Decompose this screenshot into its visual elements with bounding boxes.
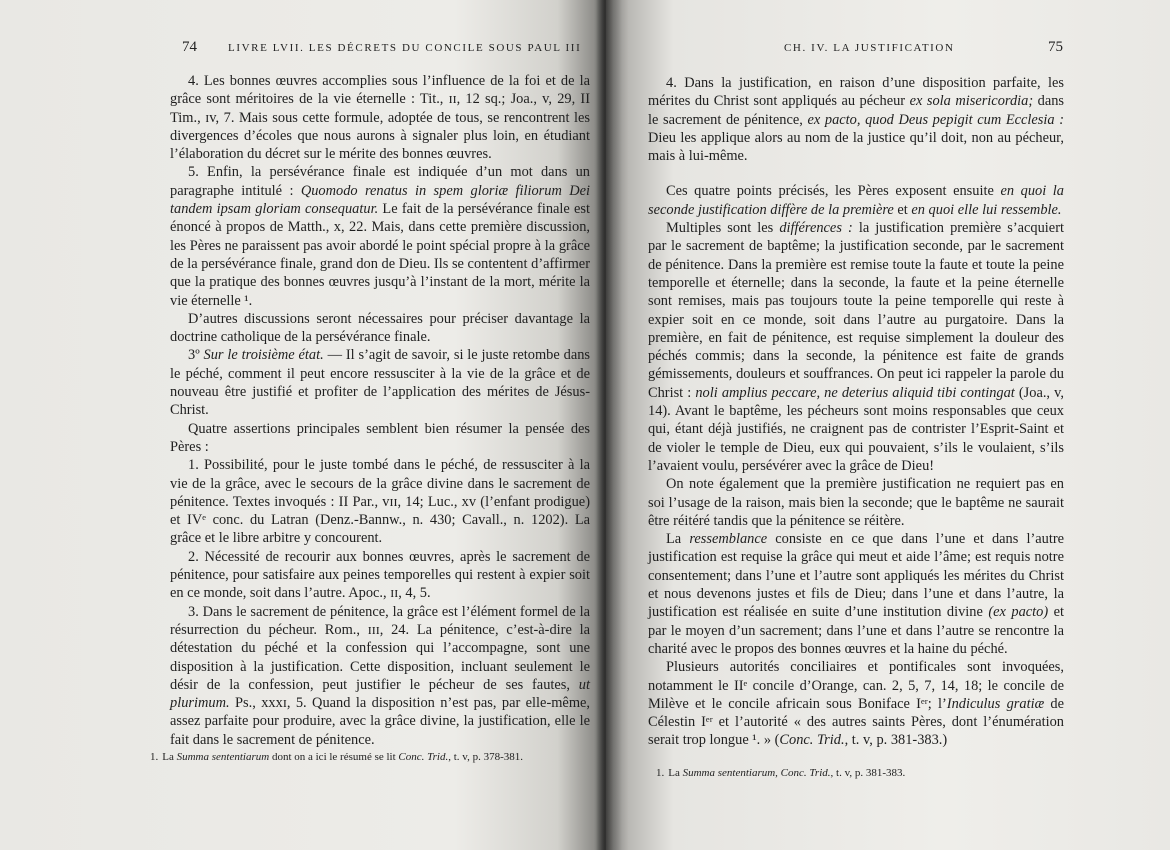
text-span: 2. Nécessité de recourir aux bonnes œuvres, après le sacrement de pénitence, pour satisfaire aux peines temporelles qui restent à expier soit en ce monde, soit dans l’autre. Apoc., ɪɪ, 4, 5.	[170, 548, 590, 602]
right-page-body	[648, 74, 1064, 750]
italic-span: ex sola misericordia;	[909, 93, 1034, 110]
text-span: 3º	[188, 347, 204, 364]
italic-span: Summa sententiarum, Conc. Trid.	[682, 767, 831, 779]
text-span: , t. v, p. 381-383.	[830, 767, 906, 779]
text-span: — Il s’agit de savoir, si le juste retombe dans le péché, comment il peut encore ressusciter à la vie de la grâce et de nouveau être justifié et profiter de l’application des mérites de Jésus-Christ.	[170, 347, 590, 419]
text-span: Le fait de la persévérance finale est énoncé à propos de Matth., x, 22. Mais, dans cette première discussion, les Pères ne paraissent pas avoir abordé le point spécial propre à la grâce de la persévérance finale, grand don de Dieu. Ils se contentent d’affirmer que la pratique des bonnes œuvres jusqu’à l’instant de la mort, mérite la vie éternelle ¹.	[170, 201, 591, 309]
text-span: Dieu les applique alors au nom de la justice qu’il doit, non au pécheur, mais à lui-même.	[648, 129, 1064, 165]
text-span: Quatre assertions principales semblent bien résumer la pensée des Pères :	[170, 420, 590, 455]
text-span: 3. Dans le sacrement de pénitence, la grâce est l’élément formel de la résurrection du pécheur. Rom., ɪɪɪ, 24. La pénitence, c’est-à-dire la détestation du péché et la confession qui l’accompagne, sont une disposition à la justification. Cette disposition, incluant seulement le désir de la confession, peut justifier le pécheur de ses fautes,	[170, 603, 590, 693]
text-span: Ces quatre points précisés, les Pères exposent ensuite	[666, 183, 1001, 200]
left-footnote-number: 1.	[150, 751, 159, 763]
italic-span: ut plurimum.	[170, 676, 590, 712]
text-span: Multiples sont les	[666, 220, 780, 237]
text-span: (Joa., v, 14). Avant le baptême, les pécheurs sont moins responsables que ceux qui, étant déjà justifiés, ne craignent pas de contrister l’Esprit-Saint et de violer le temple de Dieu, eux qui pouvaient, s’ils le voulaient, s’ils l’avaient voulu, persévérer avec la grâce de Dieu!	[648, 384, 1064, 474]
text-span: consiste en ce que dans l’une et dans l’autre justification est requise la grâce qui meut et aide l’âme; est requis notre consentement; dans l’une et l’autre sont appliqués les mérites du Christ et nous devenons justes et fils de Dieu; dans l’une et dans l’autre, la justification est réalisée en suite d’une institution divine	[648, 531, 1064, 621]
left-page-number: 74	[182, 39, 197, 55]
right-page	[606, 0, 1170, 850]
text-span: 1. Possibilité, pour le juste tombé dans le péché, de ressusciter à la vie de la grâce, avec le secours de la grâce divine dans le sacrement de pénitence. Textes invoqués : II Par., ᴠɪɪ, 14; Luc., xv (l’enfant prodigue) et IVᵉ conc. du Latran (Denz.-Bannw., n. 430; Cavall., n. 1202). La grâce et le libre arbitre y concourent.	[170, 457, 590, 547]
text-span: La	[666, 531, 690, 548]
text-span: Ps., xxxɪ, 5. Quand la disposition n’est pas, par elle-même, assez parfaite pour produire, avec la grâce divine, la justification, elle le fait dans le sacrement de pénitence.	[170, 695, 590, 748]
text-span: , t. v, p. 378-381.	[448, 751, 523, 763]
italic-span: en quoi elle lui ressemble.	[911, 201, 1062, 218]
italic-span: (ex pacto)	[988, 604, 1049, 621]
text-span: dans le sacrement de pénitence,	[648, 93, 1065, 128]
right-page-number: 75	[1048, 39, 1063, 55]
text-span: de Célestin Iᵉʳ et l’autorité « des autres saints Pères, dont l’énumération serait trop longue ¹. » (	[648, 695, 1064, 749]
paragraph	[648, 658, 1064, 749]
text-span: 4. Les bonnes œuvres accomplies sous l’influence de la foi et de la grâce sont méritoires de la vie éternelle : Tit., ɪɪ, 12 sq.; Joa., v, 29, II Tim., ɪv, 7. Mais sous cette formule, adoptée de tous, se rencontrent les divergences d’écoles que nous aurons à signaler plus loin, en étudiant l’élaboration du décret sur le mérite des bonnes œuvres.	[170, 73, 590, 163]
right-footnote-text	[668, 767, 905, 779]
paragraph	[170, 603, 590, 749]
italic-span: Sur le troisième état.	[203, 347, 324, 364]
text-span: , t. v, p. 381-383.)	[844, 732, 948, 749]
left-footnote-text	[162, 751, 523, 763]
text-span: et	[893, 201, 912, 218]
italic-span: noli amplius peccare, ne deterius aliquid tibi contingat	[695, 384, 1015, 401]
book-gutter-shadow	[596, 0, 622, 850]
left-footnote	[150, 750, 586, 765]
paragraph	[170, 420, 590, 457]
text-span: la justification première s’acquiert par le sacrement de baptême; la justification seconde, par le sacrement de pénitence. Dans la première est remise toute la faute et toute la peine temporelle et éternelle; dans la seconde, la faute et la peine éternelle sont remises, mais pas toujours toute la peine temporelle qui reste à expier soit en ce monde, soit dans l’autre au purgatoire. Dans la première, en fait de pénitence, est requise simplement la douleur des péchés commis; dans la seconde, la pénitence est faite de grands gémissements, douleurs et souffrances. On peut ici rappeler la parole du Christ :	[648, 220, 1064, 401]
italic-span: en quoi la seconde justification diffère de la première	[648, 183, 1064, 218]
italic-span: Summa sententiarum	[176, 751, 270, 763]
left-running-head-title: LIVRE LVII. LES DÉCRETS DU CONCILE SOUS PAUL III	[228, 42, 582, 54]
left-page-body	[170, 72, 590, 749]
italic-span: Indiculus gratiæ	[946, 695, 1045, 712]
paragraph	[170, 310, 590, 347]
italic-span: différences :	[779, 220, 853, 237]
paragraph	[170, 72, 590, 163]
text-span: D’autres discussions seront nécessaires pour préciser davantage la doctrine catholique de la persévérance finale.	[170, 310, 590, 346]
right-footnote	[656, 766, 1076, 781]
italic-span: Quomodo renatus in spem gloriæ filiorum Dei tandem ipsam gloriam consequatur.	[170, 182, 590, 218]
paragraph	[648, 475, 1064, 530]
text-span: 4. Dans la justification, en raison d’une disposition parfaite, les mérites du Christ sont appliqués au pécheur	[648, 75, 1064, 110]
paragraph	[170, 346, 590, 419]
paragraph	[648, 530, 1064, 658]
text-span: La	[668, 767, 683, 779]
right-running-head-title: CH. IV. LA JUSTIFICATION	[784, 42, 955, 54]
italic-span: ressemblance	[689, 531, 768, 548]
paragraph	[170, 456, 590, 547]
paragraph	[648, 182, 1064, 219]
italic-span: Conc. Trid.	[398, 751, 449, 763]
text-span: dont on a ici le résumé se lit	[269, 751, 399, 763]
text-span: La	[162, 751, 177, 763]
paragraph	[648, 74, 1064, 165]
paragraph	[648, 219, 1064, 475]
text-span: 5. Enfin, la persévérance finale est indiquée d’un mot dans un paragraphe intitulé :	[170, 164, 590, 199]
text-span: On note également que la première justification ne requiert pas en soi l’usage de la raison, mais bien la seconde; que le baptême ne saurait être réitéré tandis que la pénitence se réitère.	[648, 476, 1064, 529]
text-span: et par le moyen d’un sacrement; dans l’une et dans l’autre se rencontre la charité avec le propos des bonnes œuvres et la haine du péché.	[648, 604, 1064, 657]
italic-span: Conc. Trid.	[779, 732, 845, 749]
text-span: Plusieurs autorités conciliaires et pontificales sont invoquées, notamment le IIᵉ concile d’Orange, can. 2, 5, 7, 14, 18; le concile de Milève et le concile africain sous Boniface Iᵉʳ; l’	[648, 659, 1064, 712]
right-footnote-number: 1.	[656, 767, 665, 779]
paragraph	[170, 163, 590, 309]
paragraph	[170, 548, 590, 603]
italic-span: ex pacto, quod Deus pepigit cum Ecclesia :	[807, 111, 1064, 128]
